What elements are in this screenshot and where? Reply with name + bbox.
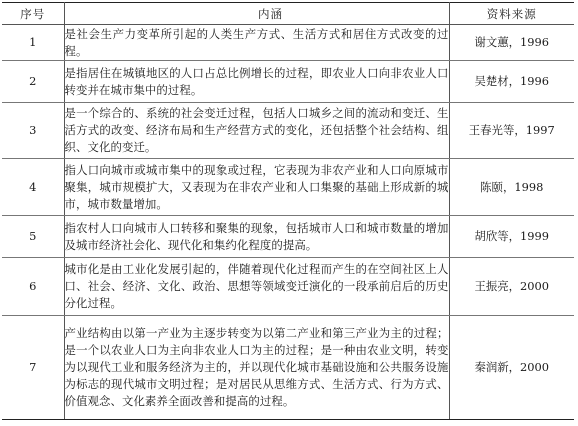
row-source: 王春光等，1997 — [449, 103, 574, 159]
header-content: 内涵 — [64, 3, 449, 25]
table-row — [2, 258, 574, 316]
row-source: 王振亮，2000 — [449, 258, 574, 316]
table-row — [2, 216, 574, 258]
row-content: 产业结构由以第一产业为主逐步转变为以第二产业和第三产业为主的过程；是一个以农业人口为主向非农业人口为主的过程；是一种由农业文明，转变为以现代工业和服务经济为主的，并以现代化城市基础设施和公共服务设施为标志的现代城市文明过程；是对居民从思维方式、生活方式、行为方式、价值观念、文化素养全面改善和提高的过程。 — [64, 316, 449, 420]
row-source: 吴楚材，1996 — [449, 61, 574, 103]
row-number: 6 — [2, 258, 64, 316]
table-row — [2, 25, 574, 61]
row-source: 秦润新，2000 — [449, 316, 574, 420]
table-row — [2, 103, 574, 159]
row-content: 指人口向城市或城市集中的现象或过程，它表现为非农产业和人口向原城市聚集，城市规模扩大，又表现为在非农产业和人口集聚的基础上形成新的城市，城市数量增加。 — [64, 159, 449, 216]
table-row — [2, 159, 574, 216]
header-row — [2, 3, 574, 25]
row-content: 指农村人口向城市人口转移和聚集的现象，包括城市人口和城市数量的增加及城市经济社会化、现代化和集约化程度的提高。 — [64, 216, 449, 258]
table-row — [2, 61, 574, 103]
row-number: 5 — [2, 216, 64, 258]
row-content: 是一个综合的、系统的社会变迁过程，包括人口城乡之间的流动和变迁、生活方式的改变、经济布局和生产经营方式的变化，还包括整个社会结构、组织、文化的变迁。 — [64, 103, 449, 159]
row-number: 1 — [2, 25, 64, 61]
row-number: 7 — [2, 316, 64, 420]
row-source: 胡欣等，1999 — [449, 216, 574, 258]
row-number: 2 — [2, 61, 64, 103]
row-content: 是社会生产力变革所引起的人类生产方式、生活方式和居住方式改变的过程。 — [64, 25, 449, 61]
row-content: 是指居住在城镇地区的人口占总比例增长的过程，即农业人口向非农业人口转变并在城市集中的过程。 — [64, 61, 449, 103]
row-number: 4 — [2, 159, 64, 216]
row-source: 陈颐，1998 — [449, 159, 574, 216]
header-number: 序号 — [2, 3, 64, 25]
row-number: 3 — [2, 103, 64, 159]
row-source: 谢文蕙，1996 — [449, 25, 574, 61]
row-content: 城市化是由工业化发展引起的，伴随着现代化过程而产生的在空间社区上人口、社会、经济、文化、政治、思想等领域变迁演化的一段承前启后的历史分化过程。 — [64, 258, 449, 316]
table-row — [2, 316, 574, 420]
header-source: 资料来源 — [449, 3, 574, 25]
urbanization-definitions-table — [2, 2, 574, 420]
